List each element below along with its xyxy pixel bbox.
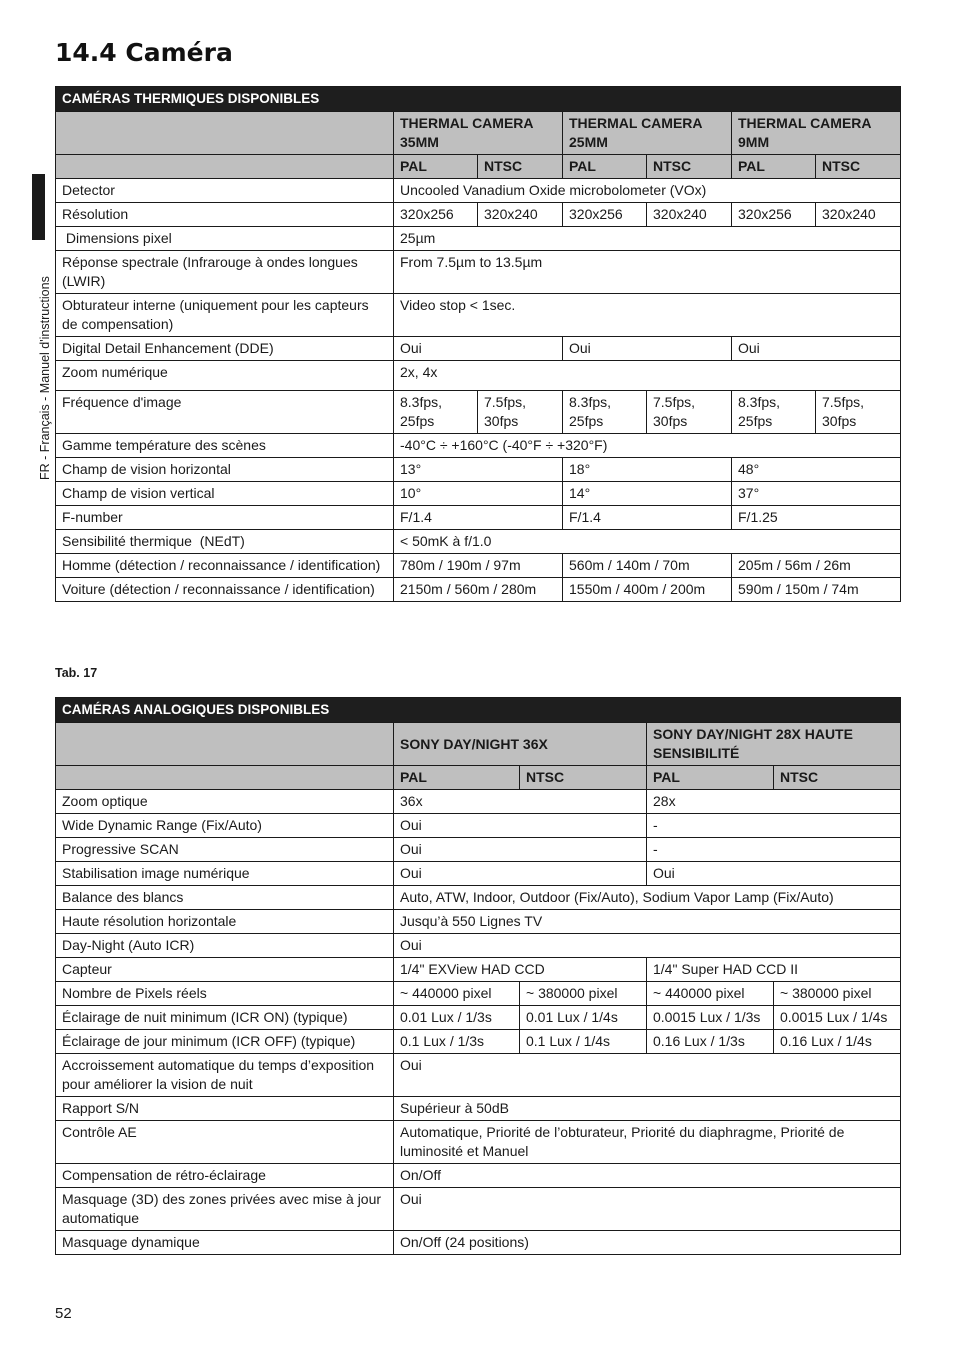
cell-value: 28x xyxy=(647,790,901,814)
table-row xyxy=(56,790,901,814)
table-header-row xyxy=(56,87,901,112)
cell-value: ~ 440000 pixel xyxy=(647,982,774,1006)
cell-value: 48° xyxy=(732,458,901,482)
table-row xyxy=(56,1006,901,1030)
page-title: 14.4 Caméra xyxy=(55,38,233,67)
cell-value: 25µm xyxy=(394,227,901,251)
table-row xyxy=(56,838,901,862)
row-label: Champ de vision horizontal xyxy=(56,458,394,482)
cell-value: 205m / 56m / 26m xyxy=(732,554,901,578)
table-row xyxy=(56,294,901,337)
model-header: THERMAL CAMERA 35MM xyxy=(394,112,563,155)
cell-value: 0.1 Lux / 1/3s xyxy=(394,1030,520,1054)
cell-value: - xyxy=(647,814,901,838)
cell-value: 0.01 Lux / 1/4s xyxy=(520,1006,647,1030)
cell-value: 14° xyxy=(563,482,732,506)
model-header: SONY DAY/NIGHT 28X HAUTE SENSIBILITÉ xyxy=(647,723,901,766)
table-header: CAMÉRAS THERMIQUES DISPONIBLES xyxy=(56,87,901,112)
row-label: Résolution xyxy=(56,203,394,227)
sidebar-language-label: FR - Français - Manuel d'instructions xyxy=(38,276,52,480)
cell-value: ~ 380000 pixel xyxy=(520,982,647,1006)
cell-value: 320x240 xyxy=(816,203,901,227)
row-label: Homme (détection / reconnaissance / identification) xyxy=(56,554,394,578)
cell-value: 2150m / 560m / 280m xyxy=(394,578,563,602)
row-label: Champ de vision vertical xyxy=(56,482,394,506)
row-label: Dimensions pixel xyxy=(56,227,394,251)
standard-header: PAL xyxy=(647,766,774,790)
cell-value: 780m / 190m / 97m xyxy=(394,554,563,578)
model-header: SONY DAY/NIGHT 36X xyxy=(394,723,647,766)
table-row xyxy=(56,391,901,434)
cell-value: Oui xyxy=(394,838,647,862)
cell-value: 1550m / 400m / 200m xyxy=(563,578,732,602)
table-row xyxy=(56,1054,901,1097)
row-label: Rapport S/N xyxy=(56,1097,394,1121)
cell-value: Automatique, Priorité de l’obturateur, Priorité du diaphragme, Priorité de luminosité et Manuel xyxy=(394,1121,901,1164)
cell-value: From 7.5µm to 13.5µm xyxy=(394,251,901,294)
cell-value: 13° xyxy=(394,458,563,482)
table-row xyxy=(56,203,901,227)
table-row xyxy=(56,1231,901,1255)
cell-value: 0.01 Lux / 1/3s xyxy=(394,1006,520,1030)
table-row xyxy=(56,934,901,958)
table-row xyxy=(56,862,901,886)
cell-value: 7.5fps, 30fps xyxy=(816,391,901,434)
table-caption: Tab. 17 xyxy=(55,666,98,680)
row-label: Zoom optique xyxy=(56,790,394,814)
row-label: Masquage dynamique xyxy=(56,1231,394,1255)
table-header: CAMÉRAS ANALOGIQUES DISPONIBLES xyxy=(56,698,901,723)
row-label: Balance des blancs xyxy=(56,886,394,910)
cell-value: 0.0015 Lux / 1/3s xyxy=(647,1006,774,1030)
cell-value: F/1.4 xyxy=(394,506,563,530)
cell-value: 8.3fps, 25fps xyxy=(732,391,816,434)
table-header-row xyxy=(56,698,901,723)
table-row xyxy=(56,530,901,554)
standard-row xyxy=(56,155,901,179)
row-label: Progressive SCAN xyxy=(56,838,394,862)
analog-cameras-table xyxy=(55,697,901,1255)
standard-row xyxy=(56,766,901,790)
cell-value: 320x256 xyxy=(563,203,647,227)
row-label: Stabilisation image numérique xyxy=(56,862,394,886)
table-row xyxy=(56,227,901,251)
cell-value: 18° xyxy=(563,458,732,482)
cell-value: Oui xyxy=(394,814,647,838)
table-row xyxy=(56,1097,901,1121)
cell-value: Oui xyxy=(394,337,563,361)
cell-value: 560m / 140m / 70m xyxy=(563,554,732,578)
table-row xyxy=(56,814,901,838)
row-label: Obturateur interne (uniquement pour les capteurs de compensation) xyxy=(56,294,394,337)
standard-header: PAL xyxy=(394,766,520,790)
cell-value: Oui xyxy=(563,337,732,361)
row-label: Haute résolution horizontale xyxy=(56,910,394,934)
cell-value: On/Off xyxy=(394,1164,901,1188)
cell-value: 0.1 Lux / 1/4s xyxy=(520,1030,647,1054)
table-row xyxy=(56,554,901,578)
cell-value: Auto, ATW, Indoor, Outdoor (Fix/Auto), Sodium Vapor Lamp (Fix/Auto) xyxy=(394,886,901,910)
cell-value: -40°C ÷ +160°C (-40°F ÷ +320°F) xyxy=(394,434,901,458)
thermal-cameras-table xyxy=(55,86,901,602)
cell-value: 320x240 xyxy=(478,203,563,227)
cell-value: Oui xyxy=(394,1054,901,1097)
row-label: Éclairage de jour minimum (ICR OFF) (typique) xyxy=(56,1030,394,1054)
cell-value: Supérieur à 50dB xyxy=(394,1097,901,1121)
row-label: Masquage (3D) des zones privées avec mise à jour automatique xyxy=(56,1188,394,1231)
table-row xyxy=(56,458,901,482)
cell-value: 320x256 xyxy=(732,203,816,227)
row-label: F-number xyxy=(56,506,394,530)
table-row xyxy=(56,337,901,361)
cell-value: 8.3fps, 25fps xyxy=(394,391,478,434)
table-row xyxy=(56,982,901,1006)
cell-value: Oui xyxy=(647,862,901,886)
cell-value: 590m / 150m / 74m xyxy=(732,578,901,602)
row-label: Fréquence d'image xyxy=(56,391,394,434)
model-row xyxy=(56,112,901,155)
cell-value: Oui xyxy=(394,862,647,886)
sidebar-marker xyxy=(32,174,45,240)
model-header: THERMAL CAMERA 9MM xyxy=(732,112,901,155)
row-label: Day-Night (Auto ICR) xyxy=(56,934,394,958)
cell-value: 320x240 xyxy=(647,203,732,227)
row-label: Detector xyxy=(56,179,394,203)
cell-value: Oui xyxy=(394,1188,901,1231)
cell-value: F/1.4 xyxy=(563,506,732,530)
standard-header: NTSC xyxy=(774,766,901,790)
table-row xyxy=(56,434,901,458)
standard-header: PAL xyxy=(394,155,478,179)
row-label: Capteur xyxy=(56,958,394,982)
cell-value: Oui xyxy=(394,934,901,958)
row-label: Voiture (détection / reconnaissance / identification) xyxy=(56,578,394,602)
row-label: Éclairage de nuit minimum (ICR ON) (typique) xyxy=(56,1006,394,1030)
standard-header: PAL xyxy=(563,155,647,179)
table-row xyxy=(56,1030,901,1054)
row-label: Accroissement automatique du temps d’exposition pour améliorer la vision de nuit xyxy=(56,1054,394,1097)
cell-value: Jusqu’à 550 Lignes TV xyxy=(394,910,901,934)
cell-value: ~ 380000 pixel xyxy=(774,982,901,1006)
empty-cell xyxy=(56,766,394,790)
cell-value: 10° xyxy=(394,482,563,506)
standard-header: NTSC xyxy=(647,155,732,179)
model-header: THERMAL CAMERA 25MM xyxy=(563,112,732,155)
cell-value: 37° xyxy=(732,482,901,506)
cell-value: 1/4" EXView HAD CCD xyxy=(394,958,647,982)
cell-value: 320x256 xyxy=(394,203,478,227)
table-row xyxy=(56,1188,901,1231)
table-row xyxy=(56,1164,901,1188)
cell-value: 0.16 Lux / 1/3s xyxy=(647,1030,774,1054)
cell-value: 7.5fps, 30fps xyxy=(647,391,732,434)
cell-value: ~ 440000 pixel xyxy=(394,982,520,1006)
row-label: Réponse spectrale (Infrarouge à ondes longues (LWIR) xyxy=(56,251,394,294)
table-row xyxy=(56,886,901,910)
cell-value: < 50mK à f/1.0 xyxy=(394,530,901,554)
row-label: Wide Dynamic Range (Fix/Auto) xyxy=(56,814,394,838)
cell-value: - xyxy=(647,838,901,862)
table-row xyxy=(56,251,901,294)
cell-value: 2x, 4x xyxy=(394,361,901,391)
row-label: Compensation de rétro-éclairage xyxy=(56,1164,394,1188)
cell-value: F/1.25 xyxy=(732,506,901,530)
cell-value: 8.3fps, 25fps xyxy=(563,391,647,434)
cell-value: 0.0015 Lux / 1/4s xyxy=(774,1006,901,1030)
table-row xyxy=(56,1121,901,1164)
page-number: 52 xyxy=(55,1305,72,1322)
table-row xyxy=(56,578,901,602)
cell-value: 7.5fps, 30fps xyxy=(478,391,563,434)
cell-value: Oui xyxy=(732,337,901,361)
row-label: Contrôle AE xyxy=(56,1121,394,1164)
empty-cell xyxy=(56,112,394,155)
row-label: Digital Detail Enhancement (DDE) xyxy=(56,337,394,361)
table-row xyxy=(56,958,901,982)
empty-cell xyxy=(56,723,394,766)
standard-header: PAL xyxy=(732,155,816,179)
table-row xyxy=(56,179,901,203)
table-row xyxy=(56,506,901,530)
cell-value: 0.16 Lux / 1/4s xyxy=(774,1030,901,1054)
table-row xyxy=(56,361,901,391)
model-row xyxy=(56,723,901,766)
table-row xyxy=(56,910,901,934)
cell-value: Uncooled Vanadium Oxide microbolometer (VOx) xyxy=(394,179,901,203)
empty-cell xyxy=(56,155,394,179)
row-label: Gamme température des scènes xyxy=(56,434,394,458)
row-label: Nombre de Pixels réels xyxy=(56,982,394,1006)
row-label: Zoom numérique xyxy=(56,361,394,391)
standard-header: NTSC xyxy=(520,766,647,790)
cell-value: Video stop < 1sec. xyxy=(394,294,901,337)
standard-header: NTSC xyxy=(816,155,901,179)
table-row xyxy=(56,482,901,506)
row-label: Sensibilité thermique (NEdT) xyxy=(56,530,394,554)
standard-header: NTSC xyxy=(478,155,563,179)
cell-value: On/Off (24 positions) xyxy=(394,1231,901,1255)
cell-value: 1/4" Super HAD CCD II xyxy=(647,958,901,982)
cell-value: 36x xyxy=(394,790,647,814)
